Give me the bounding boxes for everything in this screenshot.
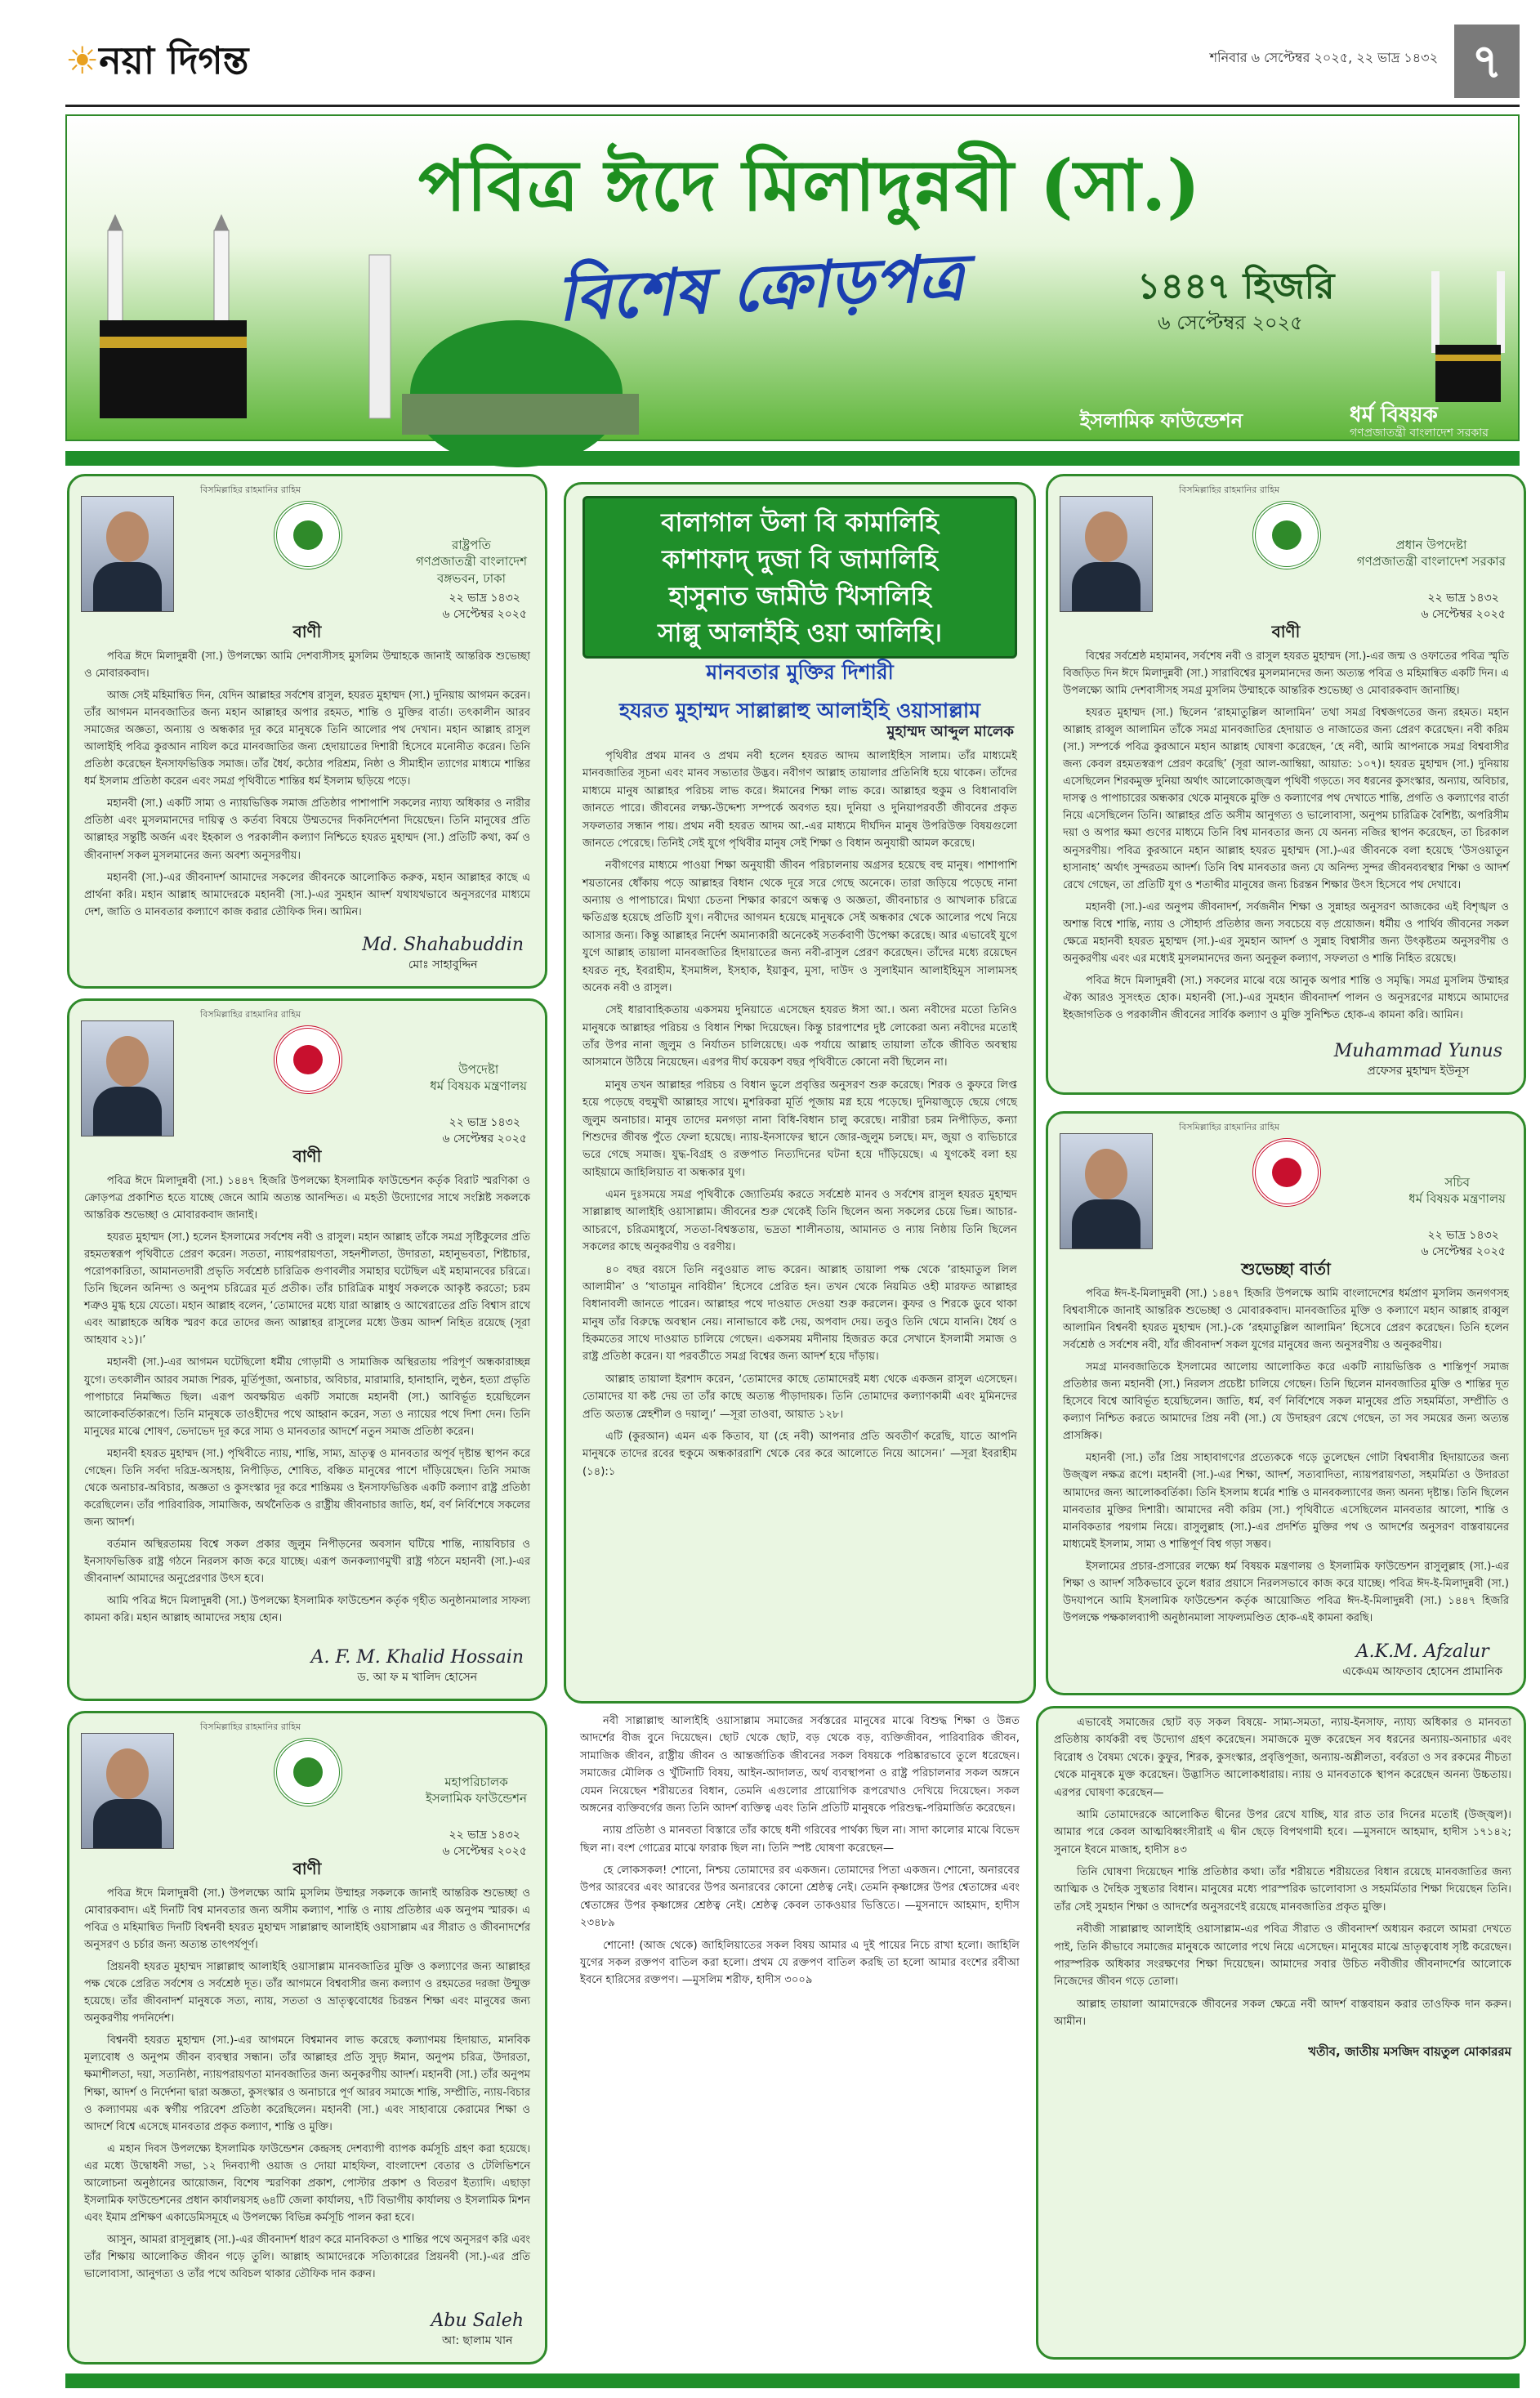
- chief-adviser-message-card: [1046, 474, 1526, 1095]
- center-article-card: [564, 482, 1036, 1704]
- islamic-foundation-seal-icon: [274, 1738, 342, 1806]
- banner-hijri-year: ১৪৪৭ হিজরি: [1137, 266, 1335, 307]
- bismillah: বিসমিল্লাহির রাহমানির রাহিম: [1179, 1122, 1280, 1132]
- message-body: পবিত্র ঈদে মিলাদুন্নবী (সা.) ১৪৪৭ হিজরি উপলক্ষ্যে ইসলামিক ফাউন্ডেশন কর্তৃক বিরাট স্মরণিকা ও ক্রোড়পত্র প্রকাশিত হতে যাচ্ছে জেনে আমি অত্যন্ত আনন্দিত। এ মহতী উদ্যোগের সাথে সংশ্লিষ্ট সকলকে আন্তরিক শুভেচ্ছা ও মোবারকবাদ জানাই। হযরত মুহাম্মদ (সা.) হলেন ইসলামের সর্বশেষ নবী ও রাসুল। মহান আল্লাহ তাঁকে সমগ্র সৃষ্টিকুলের প্রতি রহমতস্বরূপ পৃথিবীতে প্রেরণ করেন। সততা, ন্যায়পরায়ণতা, সহনশীলতা, উদারতা, মহানুভবতা, শিষ্টাচার, পরোপকারিতা, আমানতদারী প্রভৃতি সর্বশ্রেষ্ঠ চারিত্রিক গুণাবলীর সমাহার ঘটেছিল এই মহামানবের চরিত্রে। তিনি ছিলেন অনিন্দ্য ও অনুপম চরিত্রের মূর্ত প্রতীক। তাঁর চারিত্রিক মাধুর্য সকলকে আকৃষ্ট করতো; চরম শত্রুও মুগ্ধ হয়ে যেতো। মহান আল্লাহ বলেন, ‘তোমাদের মধ্যে যারা আল্লাহ ও আখেরাতের প্রতি বিশ্বাস রাখে এবং আল্লাহকে অধিক স্মরণ করে তাদের জন্য আল্লাহর রাসুলের মধ্যে উত্তম আদর্শ নিহিত রয়েছে (সূরা আহযাব ২১)।’ মহানবী (সা.)-এর আগমন ঘটেছিলো ধর্মীয় গোড়ামী ও সামাজিক অস্থিরতায় পরিপূর্ণ অন্ধকারাচ্ছন্ন যুগে। তৎকালীন আরব সমাজ শিরক, মূর্তিপূজা, অনাচার, অবিচার, মারামারি, হানাহানি, লুণ্ঠন, হত্যা প্রভৃতি পাপাচারে নিমজ্জিত ছিল। এরূপ অবক্ষয়িত একটি সমাজে মহানবী (সা.) আবির্ভূত হয়েছিলেন আলোকবর্তিকারূপে। তিনি মানুষকে তাওহীদের পথে আহ্বান করেন, সত্য ও ন্যায়ের পথে দিশা দেন। তিনি মানুষের মাঝে শোষণ, ভেদাভেদ দূর করে সাম্য ও মানবতার আদর্শে নতুন সমাজ প্রতিষ্ঠা করেন। মহানবী হযরত মুহাম্মদ (সা.) পৃথিবীতে ন্যায়, শান্তি, সাম্য, ভ্রাতৃত্ব ও মানবতার অপূর্ব দৃষ্টান্ত স্থাপন করে গেছেন। তিনি সর্বদা দরিদ্র-অসহায়, নিপীড়িত, শোষিত, বঞ্চিত মানুষের পাশে দাঁড়িয়েছেন। তিনি সমাজ থেকে অনাচার-অবিচার, অজ্ঞতা ও কুসংস্কার দূর করে শান্তিময় ও ইনসাফভিত্তিক একটি কল্যাণ রাষ্ট্র প্রতিষ্ঠা করেছিলেন। তাঁর পারিবারিক, সামাজিক, অর্থনৈতিক ও রাষ্ট্রীয় জীবনাচার জাতি, ধর্ম, বর্ণ নির্বিশেষে সকলের জন্য আদর্শ। বর্তমান অস্থিরতাময় বিশ্বে সকল প্রকার জুলুম নিপীড়নের অবসান ঘটিয়ে শান্তি, ন্যায়বিচার ও ইনসাফভিত্তিক রাষ্ট্র গঠনে নিরলস কাজ করে যাচ্ছে। এরূপ জনকল্যাণমুখী রাষ্ট্র গঠনে মহানবী (সা.)-এর জীবনাদর্শ আমাদের অনুপ্রেরণার উৎস হবে। আমি পবিত্র ঈদে মিলাদুন্নবী (সা.) উপলক্ষ্যে ইসলামিক ফাউন্ডেশন কর্তৃক গৃহীত অনুষ্ঠানমালার সাফল্য কামনা করি। মহান আল্লাহ আমাদের সহায় হোন।: [84, 1175, 530, 1625]
- office-label: প্রধান উপদেষ্টা গণপ্রজাতন্ত্রী বাংলাদেশ সরকার: [1356, 538, 1506, 569]
- message-dates: ২২ ভাদ্র ১৪৩২ ৬ সেপ্টেম্বর ২০২৫: [442, 1829, 527, 1858]
- message-title: শুভেচ্ছা বার্তা: [1241, 1259, 1331, 1279]
- kaaba-icon: [83, 214, 263, 426]
- green-band-bottom: [65, 2373, 1520, 2388]
- banner-org-ministry-sub: গণপ্রজাতন্ত্রী বাংলাদেশ সরকার: [1350, 426, 1489, 440]
- banner-org-islamic-foundation: ইসলামিক ফাউন্ডেশন: [1080, 409, 1243, 432]
- message-dates: ২২ ভাদ্র ১৪৩২ ৬ সেপ্টেম্বর ২০২৫: [1421, 1229, 1506, 1258]
- author-byline: খতীব, জাতীয় মসজিদ বায়তুল মোকাররম: [1308, 2044, 1511, 2060]
- dg-photo: [81, 1733, 174, 1849]
- banner-org-ministry: ধর্ম বিষয়ক: [1350, 403, 1438, 427]
- article-continuation-right: এভাবেই সমাজের ছোট বড় সকল বিষয়ে- সাম্য-সমতা, ন্যায়-ইনসাফ, ন্যায্য অধিকার ও মানবতা প্রতিষ্ঠায় কার্যকরী বহু উদ্যোগ গ্রহণ করেছেন। সমাজকে মুক্ত করেছেন সব ধরনের অন্যায়-অনাচার এবং বিরোধ ও বৈষম্য থেকে। কুফুর, শিরক, কুসংস্কার, প্রবৃত্তিপূজা, অন্যায়-অশ্লীলতা, বর্বরতা ও সব রকমের নীচতা থেকে মানুষকে মুক্ত করেছেন। উদ্ভাসিত আলোকধারায়। ন্যায় ও মানবতাকে স্থাপন করেছেন অনন্য উচ্চতায়। এরপর ঘোষণা করেছেন— আমি তোমাদেরকে আলোকিত দ্বীনের উপর রেখে যাচ্ছি, যার রাত তার দিনের মতোই (উজ্জ্বল)। আমার পরে কেবল আত্মবিধ্বংসীরাই এ দ্বীন ছেড়ে বিপথগামী হবে। —মুসনাদে আহমাদ, হাদীস ১৭১৪২; সুনানে ইবনে মাজাহ, হাদীস ৪৩ তিনি ঘোষণা দিয়েছেন শান্তি প্রতিষ্ঠার কথা। তাঁর শরীয়তে শরীয়তের বিধান রয়েছে মানবজাতির জন্য আত্মিক ও দৈহিক সুস্থতার বিধান। মানুষের মধ্যে পারস্পরিক ভালোবাসা ও সহমর্মিতার শিক্ষা দিয়েছেন তিনি। তাঁর সেই সুমহান শিক্ষা ও আদর্শের অনুসরণেই রয়েছে মানবজাতির প্রকৃত মুক্তি। নবীজী সাল্লাল্লাহু আলাইহি ওয়াসাল্লাম-এর পবিত্র সীরাত ও জীবনাদর্শ অধ্যয়ন করলে আমরা দেখতে পাই, তিনি কীভাবে সমাজের মানুষকে আলোর পথে নিয়ে এসেছেন। মানুষের মাঝে ভ্রাতৃত্ববোধ সৃষ্টি করেছেন। পারস্পরিক অধিকার সংরক্ষণের শিক্ষা দিয়েছেন। আমাদের সবার উচিত নবীজীর জীবনাদর্শের আলোকে নিজেদের জীবন গড়ে তোলা। আল্লাহ তায়ালা আমাদেরকে জীবনের সকল ক্ষেত্রে নবী আদর্শ বাস্তবায়ন করার তাওফিক দান করুন। আমীন। খতীব, জাতীয় মসজিদ বায়তুল মোকাররম: [1054, 1714, 1511, 2067]
- signature: Muhammad Yunus প্রফেসর মুহাম্মদ ইউনূস: [1333, 1041, 1502, 1078]
- office-label: মহাপরিচালক ইসলামিক ফাউন্ডেশন: [426, 1775, 527, 1806]
- bismillah: বিসমিল্লাহির রাহমানির রাহিম: [200, 1009, 301, 1020]
- secretary-message-card: [1046, 1111, 1526, 1695]
- message-body: পবিত্র ঈদে মিলাদুন্নবী (সা.) উপলক্ষ্যে আমি দেশবাসীসহ মুসলিম উম্মাহকে জানাই আন্তরিক শুভেচ্ছা ও মোবারকবাদ। আজ সেই মহিমান্বিত দিন, যেদিন আল্লাহর সর্বশেষ রাসুল, হযরত মুহাম্মদ (সা.) দুনিয়ায় আগমন করেন। তাঁর আগমন মানবজাতির জন্য মহান আল্লাহর অপার রহমত, শান্তি ও মুক্তির বার্তা। তৎকালীন আরব সমাজের অজ্ঞতা, অন্যায় ও অন্ধকার দূর করে মানুষকে তিনি আলোর পথ দেখান। মহান আল্লাহ রাসুল আলাইহি পবিত্র কুরআন নাযিল করে মানবজাতির জন্য হেদায়াতের দিশারী হিসেবে মনোনীত করেন। তিনি প্রতিষ্ঠা করেছেন ইনসাফভিত্তিক সমাজ। তাঁর ধৈর্য, কঠোর পরিশ্রম, নিষ্ঠা ও সীমাহীন ত্যাগের মাধ্যমে শান্তির ধর্ম ইসলাম প্রতিষ্ঠা করেন এবং সমগ্র পৃথিবীতে শান্তির ধর্ম ইসলাম ছড়িয়ে পড়ে। মহানবী (সা.) একটি সাম্য ও ন্যায়ভিত্তিক সমাজ প্রতিষ্ঠার পাশাপাশি সকলের ন্যায্য অধিকার ও নারীর প্রতিষ্ঠা এবং মুসলমানদের দায়িত্ব ও কর্তব্য বিষয়ে উম্মতদের দিকনির্দেশনা দিয়েছেন। তিনি মানুষের প্রতি আল্লাহর সন্তুষ্টি অর্জন এবং ইহকাল ও পরকালীন কল্যাণ নিশ্চিতে হযরত মুহাম্মদ (সা.) প্রতিটি কথা, কর্ম ও জীবনাদর্শ সকল মুসলমানের জন্য অবশ্য অনুসরণীয়। মহানবী (সা.)-এর জীবনাদর্শ আমাদের সকলের জীবনকে আলোকিত করুক, মহান আল্লাহর কাছে এ প্রার্থনা করি। মহান আল্লাহ আমাদেরকে মহানবী (সা.)-এর সুমহান আদর্শ যথাযথভাবে অনুসরণের মাধ্যমে দেশ, জাতি ও মানবতার কল্যাণে কাজ করার তৌফিক দিন। আমিন।: [84, 650, 530, 918]
- banner-date: ৬ সেপ্টেম্বর ২০২৫: [1158, 311, 1303, 334]
- logo-sun-icon: ☀: [65, 38, 100, 83]
- president-seal-icon: [274, 501, 342, 569]
- message-dates: ২২ ভাদ্র ১৪৩২ ৬ সেপ্টেম্বর ২০২৫: [1421, 592, 1506, 621]
- bismillah: বিসমিল্লাহির রাহমানির রাহিম: [200, 1721, 301, 1732]
- chief-adviser-seal-icon: [1252, 501, 1321, 569]
- message-title: বাণী: [292, 1146, 322, 1166]
- message-body: বিশ্বের সর্বশ্রেষ্ঠ মহামানব, সর্বশেষ নবী ও রাসুল হযরত মুহাম্মদ (সা.)-এর জন্ম ও ওফাতের পবিত্র স্মৃতি বিজড়িত দিন ঈদে মিলাদুন্নবী (সা.) সারাবিশ্বের মুসলমানদের জন্য অত্যন্ত পবিত্র ও মহিমান্বিত একটি দিন। এ উপলক্ষ্যে আমি দেশবাসীসহ সমগ্র মুসলিম উম্মাহকে আন্তরিক শুভেচ্ছা ও মোবারকবাদ জানাচ্ছি। হযরত মুহাম্মদ (সা.) ছিলেন ‘রাহমাতুল্লিল আলামিন’ তথা সমগ্র বিশ্বজগতের জন্য রহমত। মহান আল্লাহ রাব্বুল আলামিন তাঁকে সমগ্র মানবজাতির হেদায়াত ও নাজাতের জন্য প্রেরণ করেছেন। নবী করিম (সা.) সম্পর্কে পবিত্র কুরআনে মহান আল্লাহ ঘোষণা করেছেন, ‘হে নবী, আমি আপনাকে সমগ্র বিশ্ববাসীর জন্য কেবল রহমতস্বরূপ প্রেরণ করেছি’ (সূরা আল-আম্বিয়া, আয়াত: ১০৭)। হযরত মুহাম্মদ (সা.) দুনিয়ায় এসেছিলেন শিরকমুক্ত দুনিয়া অর্থাৎ আলোকোজ্জ্বল পৃথিবী গড়তে। সব ধরনের কুসংস্কার, অন্যায়, অবিচার, দাসত্ব ও পাপাচারের অন্ধকার থেকে মানুষকে মুক্তি ও কল্যাণের পথ দেখাতে শান্তি, প্রগতি ও কল্যাণের বার্তা নিয়ে এসেছিলেন তিনি। আল্লাহর প্রতি অসীম আনুগত্য ও ভালোবাসা, অনুপম চারিত্রিক বৈশিষ্ট্য, অপরিসীম দয়া ও অপার ক্ষমা গুণের মাধ্যমে তিনি বিশ্ব মানবতার জন্য যে অনন্য নজির স্থাপন করেছেন, তা চিরকাল অনুসরণীয়। পবিত্র কুরআনে মহান আল্লাহ হযরত মুহাম্মদ (সা.)-এর জীবনকে বলা হয়েছে ‘উসওয়াতুন হাসানাহ’ অর্থাৎ সুন্দরতম আদর্শ। তিনি বিশ্ব মানবতার জন্য যে অনিন্দ্য সুন্দর জীবনব্যবস্থার শিক্ষা ও আদর্শ রেখে গেছেন, তা প্রতিটি যুগ ও শতাব্দীর মানুষের জন্য চিরন্তন শিক্ষার উৎস হিসেবে পথ দেখাবে। মহানবী (সা.)-এর অনুপম জীবনাদর্শ, সর্বজনীন শিক্ষা ও সুন্নাহর অনুসরণ আজকের এই বিশৃঙ্খল ও অশান্ত বিশ্বে শান্তি, ন্যায় ও সৌহার্দ্য প্রতিষ্ঠার জন্য সবচেয়ে বড় প্রয়োজন। ধর্মীয় ও পার্থিব জীবনের সকল ক্ষেত্রে মহানবী হযরত মুহাম্মদ (সা.)-এর সুমহান আদর্শ ও সুন্নাহ বিশ্বাসীর জন্য উৎকৃষ্টতম অনুসরণীয় ও অনুকরণীয় এবং এর মধ্যেই মুসলমানদের জন্য অনুকূল কল্যাণ, সফলতা ও শান্তি নিহিত রয়েছে। পবিত্র ঈদে মিলাদুন্নবী (সা.) সকলের মাঝে বয়ে আনুক অপার শান্তি ও সমৃদ্ধি। সমগ্র মুসলিম উম্মাহর ঐক্য আরও সুসংহত হোক। মহানবী (সা.)-এর সুমহান জীবনাদর্শ পালন ও অনুসরণের মাধ্যমে আমাদের ইহজাগতিক ও পরকালীন জীবনের সার্বিক কল্যাণ ও মুক্তি সুনিশ্চিত হোক-এ কামনা করি। আমিন।: [1063, 650, 1509, 1021]
- green-band-top: [65, 451, 1520, 466]
- office-label: রাষ্ট্রপতি গণপ্রজাতন্ত্রী বাংলাদেশ বঙ্গভবন, ঢাকা: [415, 538, 527, 586]
- message-title: বাণী: [292, 1859, 322, 1878]
- article-author: মুহাম্মদ আব্দুল মালেক: [886, 723, 1014, 740]
- message-dates: ২২ ভাদ্র ১৪৩২ ৬ সেপ্টেম্বর ২০২৫: [442, 592, 527, 621]
- government-seal-icon: [274, 1025, 342, 1094]
- article-continuation-center: নবী সাল্লাল্লাহু আলাইহি ওয়াসাল্লাম সমাজের সর্বস্তরের মানুষের মাঝে বিশুদ্ধ শিক্ষা ও উন্নত আদর্শের বীজ বুনে দিয়েছেন। ছোট থেকে ছোট, বড় থেকে বড়, ব্যক্তিজীবন, পারিবারিক জীবন, সামাজিক জীবন, রাষ্ট্রীয় জীবন ও আন্তর্জাতিক জীবনের সকল বিষয়কে পরিষ্কারভাবে তুলে ধরেছেন। সমাজের মৌলিক ও খুঁটিনাটি বিষয়, আইন-আদালত, অর্থ ব্যবস্থাপনা ও রাষ্ট্র পরিচালনার সকল অঙ্গনে যেমন নিয়েছেন শরীয়তের বিধান, তেমনি এগুলোর প্রায়োগিক রূপরেখাও দেখিয়ে দিয়েছেন। সকল অঙ্গনের ব্যক্তিবর্গের জন্য তিনি আদর্শ ব্যক্তিত্ব এবং তিনি প্রতিটি মানুষকে পরিশুদ্ধ-পরিমার্জিত করেছেন। ন্যায় প্রতিষ্ঠা ও মানবতা বিস্তারে তাঁর কাছে ধনী গরিবের পার্থক্য ছিল না। সাদা কালোর মাঝে বিভেদ ছিল না। বংশ গোত্রের মাঝে ফারাক ছিল না। তিনি স্পষ্ট ঘোষণা করেছেন— হে লোকসকল! শোনো, নিশ্চয় তোমাদের রব একজন। তোমাদের পিতা একজন। শোনো, অনারবের উপর আরবের এবং আরবের উপর অনারবের কোনো শ্রেষ্ঠত্ব নেই। তেমনি কৃষ্ণাঙ্গের উপর শ্বেতাঙ্গের এবং শ্বেতাঙ্গের উপর কৃষ্ণাঙ্গের শ্রেষ্ঠত্ব নেই। শ্রেষ্ঠত্ব কেবল তাকওয়ার ভিত্তিতে। —মুসনাদে আহমাদ, হাদীস ২৩৪৮৯ শোনো! (আজ থেকে) জাহিলিয়াতের সকল বিষয় আমার এ দুই পায়ের নিচে রাখা হলো। জাহিলি যুগের সকল রক্তপণ বাতিল করা হলো। প্রথম যে রক্তপণ বাতিল করছি তা হলো আমার বংশের রবীআ ইবনে হারিসের রক্তপণ। —মুসলিম শরীফ, হাদীস ৩০০৯: [580, 1715, 1020, 1987]
- message-title: বাণী: [292, 622, 322, 641]
- secretary-photo: [1060, 1133, 1153, 1249]
- message-body: পবিত্র ঈদে মিলাদুন্নবী (সা.) উপলক্ষ্যে আমি মুসলিম উম্মাহর সকলকে জানাই আন্তরিক শুভেচ্ছা ও মোবারকবাদ। এই দিনটি বিশ্ব মানবতার জন্য অসীম কল্যাণ, শান্তি ও ন্যায় প্রতিষ্ঠার এক অনুপম স্মারক। এ পবিত্র ও মহিমান্বিত দিনটি বিশ্বনবী হযরত মুহাম্মদ সাল্লাল্লাহু আলাইহি ওয়াসাল্লাম এর সীরাত ও জীবনাদর্শের অনুসরণ ও চর্চার জন্য অত্যন্ত তাৎপর্যপূর্ণ। প্রিয়নবী হযরত মুহাম্মদ সাল্লাল্লাহু আলাইহি ওয়াসাল্লাম মানবজাতির মুক্তি ও কল্যাণের জন্য আল্লাহর পক্ষ থেকে প্রেরিত সর্বশেষ ও সর্বশ্রেষ্ঠ দূত। তাঁর আগমনে বিশ্ববাসীর জন্য কল্যাণ ও রহমতের দরজা উন্মুক্ত হয়েছে। তাঁর জীবনাদর্শ মানুষকে সত্য, ন্যায়, সততা ও ভ্রাতৃত্ববোধের চিরন্তন শিক্ষা এবং মানুষের জন্য অনুকরণীয় পদনির্দেশ। বিশ্বনবী হযরত মুহাম্মদ (সা.)-এর আগমনে বিশ্বমানব লাভ করেছে কল্যাণময় হিদায়াত, মানবিক মূল্যবোধ ও অনুপম জীবন ব্যবস্থার সন্ধান। তাঁর আল্লাহর প্রতি সুদৃঢ় ঈমান, অনুপম চরিত্র, উদারতা, ক্ষমাশীলতা, দয়া, সত্যনিষ্ঠা, ন্যায়পরায়ণতা মানবজাতির জন্য অনুকরণীয় আদর্শ। মহানবী (সা.) তাঁর অনুপম শিক্ষা, আদর্শ ও নির্দেশনা দ্বারা অজ্ঞতা, কুসংস্কার ও অনাচারে পূর্ণ আরব সমাজে শান্তি, সম্প্রীতি, ন্যায়-বিচার ও কল্যাণময় এক স্বর্গীয় পরিবেশ প্রতিষ্ঠা করেছিলেন। মহানবী (সা.) এবং সাহাবায়ে কেরামের শিক্ষা ও আদর্শে বিশ্বে এসেছে মানবতার প্রকৃত কল্যাণ, শান্তি ও মুক্তি। এ মহান দিবস উপলক্ষ্যে ইসলামিক ফাউন্ডেশন কেন্দ্রসহ দেশব্যাপী ব্যাপক কর্মসূচি গ্রহণ করা হয়েছে। এর মধ্যে উদ্বোধনী সভা, ১২ দিনব্যাপী ওয়াজ ও দোয়া মাহফিল, বাংলাদেশ বেতার ও টেলিভিশনে আলোচনা অনুষ্ঠানের আয়োজন, বিশেষ স্মরণিকা প্রকাশ, পোস্টার প্রকাশ ও বিতরণ ইত্যাদি। এছাড়া ইসলামিক ফাউন্ডেশনের প্রধান কার্যালয়সহ ৬৪টি জেলা কার্যালয়, ৭টি বিভাগীয় কার্যালয় ও ইসলামিক মিশন এবং ইমাম প্রশিক্ষণ একাডেমিসমূহে এ উপলক্ষ্যে বিভিন্ন কর্মসূচি পালন করা হবে। আসুন, আমরা রাসূলুল্লাহ (সা.)-এর জীবনাদর্শ ধারণ করে মানবিকতা ও শান্তির পথে অনুসরণ করি এবং তাঁর শিক্ষায় আলোকিত জীবন গড়ে তুলি। আল্লাহ আমাদেরকে সত্যিকারের প্রিয়নবী (সা.)-এর প্রতি ভালোবাসা, আনুগত্য ও তাঁর পথে অবিচল থাকার তৌফিক দান করুন।: [84, 1887, 530, 2280]
- president-message-card: [67, 474, 547, 989]
- chief-adviser-photo: [1060, 496, 1153, 612]
- government-seal-icon: [1252, 1138, 1321, 1207]
- message-title: বাণী: [1271, 622, 1301, 641]
- signature: A.K.M. Afzalur একেএম আফতাব হোসেন প্রামানিক: [1342, 1641, 1502, 1678]
- article-body: পৃথিবীর প্রথম মানব ও প্রথম নবী হলেন হযরত আদম আলাইহিস সালাম। তাঁর মাধ্যমেই মানবজাতির সূচনা এবং মানব সভ্যতার উদ্ভব। নবীগণ আল্লাহ তায়ালার প্রতিনিধি হয়ে থাকেন। তাঁদের মাধ্যমে মানুষ আল্লাহর পরিচয় লাভ করে। ঈমানের শিক্ষা লাভ করে। আল্লাহর হুকুম ও বিধানাবলি জানতে পারে। জীবনের লক্ষ্য-উদ্দেশ্য সম্পর্কে অবগত হয়। দুনিয়া ও দুনিয়াপরবর্তী জীবনের প্রকৃত সফলতার সন্ধান পায়। প্রথম নবী হযরত আদম আ.-এর মাধ্যমে দীর্ঘদিন মানুষ উপরিউক্ত বিষয়গুলো জানতে পেরেছে। তিনিই সেই যুগে পৃথিবীর মানুষ সেই শিক্ষা ও বিধান অনুযায়ী আমল করেছে। নবীগণের মাধ্যমে পাওয়া শিক্ষা অনুযায়ী জীবন পরিচালনায় অগ্রসর হয়েছে বহু মানুষ। পাশাপাশি শয়তানের ধোঁকায় পড়ে আল্লাহর বিধান থেকে দূরে সরে গেছে অনেকে। তারা জড়িয়ে পড়েছে নানা অন্যায় ও পাপাচারে। মিথ্যা চেতনা শিক্ষার কারণে অন্ধত্ব ও অজ্ঞতা, জীবনাচার ও আখলাক চরিত্রে ক্ষতিগ্রস্ত হয়েছে প্রতিটি যুগ। নবীদের আগমন হয়েছে মানুষকে সেই অন্ধকার থেকে আলোর পথে নিয়ে আসার জন্য। কিন্তু আল্লাহর নির্দেশ অমান্যকারী অনেকেই সতর্কবাণী উপেক্ষা করেছে। আর এভাবেই যুগে যুগে আল্লাহ তায়ালা মানবজাতির হিদায়াতের জন্য নবী-রাসুল প্রেরণ করেছেন। তাঁদের মধ্যে রয়েছেন হযরত নূহ, ইবরাহীম, ইসমাঈল, ইসহাক, ইয়াকুব, মুসা, দাউদ ও সুলাইমান আলাইহিমুস সালামসহ অনেক নবী ও রাসুল। সেই ধারাবাহিকতায় একসময় দুনিয়াতে এসেছেন হযরত ঈসা আ.। অন্য নবীদের মতো তিনিও মানুষকে আল্লাহর পরিচয় ও বিধান শিক্ষা দিয়েছেন। কিন্তু চারপাশের দুষ্ট লোকেরা অন্য নবীদের মতোই তাঁর উপর নানা জুলুম ও নির্যাতন চালিয়েছে। এক পর্যায়ে আল্লাহ তায়ালা তাঁকে জীবিত অবস্থায় আসমানে উঠিয়ে নিয়েছেন। এরপর দীর্ঘ কয়েকশ বছর পৃথিবীতে কোনো নবী ছিলেন না। মানুষ তখন আল্লাহর পরিচয় ও বিধান ভুলে প্রবৃত্তির অনুসরণ শুরু করেছে। শিরক ও কুফরে লিপ্ত হয়ে পড়েছে বহুমুখী আল্লাহর সাথে। মুশরিকরা মূর্তি পূজায় মগ্ন হয়ে পড়েছে। দুনিয়াজুড়ে ছেয়ে গেছে জুলুম অনাচার। মানুষ তাদের মনগড়া নানা বিধি-বিধান চালু করেছে। নারীরা চরম নিপীড়িত, কন্যা শিশুদের জীবন্ত পুঁতে ফেলা হয়েছে। ন্যায়-ইনসাফের স্থানে জোর-জুলুম চলছে। মদ, জুয়া ও ব্যভিচারে ভরে গেছে সমাজ। যুদ্ধ-বিগ্রহ ও রক্তপাত নিত্যদিনের ঘটনা হয়ে দাঁড়িয়েছে। এ যুগকেই বলা হয় আইয়ামে জাহিলিয়াত বা অন্ধকার যুগ। এমন দুঃসময়ে সমগ্র পৃথিবীকে জ্যোতির্ময় করতে সর্বশ্রেষ্ঠ মানব ও সর্বশেষ রাসুল হযরত মুহাম্মদ সাল্লাল্লাহু আলাইহি ওয়াসাল্লাম। জীবনের শুরু থেকেই তিনি ছিলেন অন্য সকলের চেয়ে ভিন্ন। আচার-আচরণে, চরিত্রমাধুর্যে, সততা-বিশ্বস্ততায়, ভদ্রতা শালীনতায়, আমানত ও ন্যায় নিষ্ঠায় তিনি ছিলেন সকলের কাছে অনুকরণীয় ও বরণীয়। ৪০ বছর বয়সে তিনি নবুওয়াত লাভ করেন। আল্লাহ তায়ালা পক্ষ থেকে ‘রাহমাতুল লিল আলামীন’ ও ‘খাতামুন নাবিয়ীন’ হিসেবে প্রেরিত হন। তখন থেকে নিয়মিত ওহী মারফত আল্লাহর বিধানাবলী জানতে পারেন। আল্লাহর পথে দাওয়াত দেওয়া শুরু করলেন। কুফর ও শিরকে ডুবে থাকা মানুষ তাঁর বিরুদ্ধে অবস্থান নেয়। নানাভাবে কষ্ট দেয়, অপবাদ দেয়। তবুও তিনি থেমে যাননি। ধৈর্য ও হিকমতের সাথে দাওয়াত চালিয়ে গেছেন। একসময় মদীনায় হিজরত করে সেখানে ইসলামী সমাজ ও রাষ্ট্র প্রতিষ্ঠা করেন। যা পরবর্তীতে সমগ্র বিশ্বের জন্য আদর্শ হয়ে দাঁড়ায়। আল্লাহ তায়ালা ইরশাদ করেন, ‘তোমাদের কাছে তোমাদেরই মধ্য থেকে একজন রাসুল এসেছেন। তোমাদের যা কষ্ট দেয় তা তাঁর কাছে অত্যন্ত পীড়াদায়ক। তিনি তোমাদের কল্যাণকামী এবং মুমিনদের প্রতি অত্যন্ত স্নেহশীল ও দয়ালু।’ —সূরা তাওবা, আয়াত ১২৮। এটি (কুরআন) এমন এক কিতাব, যা (হে নবী) আপনার প্রতি অবতীর্ণ করেছি, যাতে আপনি মানুষকে তাদের রবের হুকুমে অন্ধকাররাশি থেকে বের করে আলোতে নিয়ে আসেন।’ —সূরা ইবরাহীম (১৪):১: [583, 750, 1018, 1478]
- salawat-box: বালাগাল উলা বি কামালিহি কাশাফাদ্‌ দুজা বি জামালিহি হাসুনাত জামীউ খিসালিহি সাল্লু আলাইহি ওয়া আলিহি।: [583, 496, 1017, 659]
- signature: A. F. M. Khalid Hossain ড. আ ফ ম খালিদ হোসেন: [310, 1647, 524, 1684]
- office-label: সচিব ধর্ম বিষয়ক মন্ত্রণালয়: [1408, 1175, 1506, 1207]
- banner-subtitle: বিশেষ ক্রোড়পত্র: [555, 240, 966, 336]
- bismillah: বিসমিল্লাহির রাহমানির রাহিম: [200, 485, 301, 495]
- message-body: পবিত্র ঈদ-ই-মিলাদুন্নবী (সা.) ১৪৪৭ হিজরি উপলক্ষে আমি বাংলাদেশের ধর্মপ্রাণ মুসলিম জনগণসহ বিশ্ববাসীকে জানাই আন্তরিক শুভেচ্ছা ও মোবারকবাদ। মানবজাতির মুক্তি ও কল্যাণে মহান আল্লাহ রাব্বুল আলামিন বিশ্বনবী হযরত মুহাম্মদ (সা.)-কে ‘রহমাতুল্লিল আলামিন’ হিসেবে প্রেরণ করেছেন। তিনি হলেন সর্বশ্রেষ্ঠ ও সর্বশেষ নবী, যাঁর জীবনাদর্শ সকল যুগের মানুষের জন্য অনুসরণীয় ও অনুকরণীয়। সমগ্র মানবজাতিকে ইসলামের আলোয় আলোকিত করে একটি ন্যায়ভিত্তিক ও শান্তিপূর্ণ সমাজ প্রতিষ্ঠার জন্য মহানবী (সা.) নিরলস প্রচেষ্টা চালিয়ে গেছেন। তিনি ছিলেন মানবজাতির মুক্তি ও শান্তির দূত হিসেবে বিশ্বে আবির্ভূত হয়েছিলেন। জাতি, ধর্ম, বর্ণ নির্বিশেষে সকল মানুষের প্রতি সহমর্মিতা, সম্প্রীতি ও কল্যাণ নিশ্চিত করতে আমাদের প্রিয় নবী (সা.) যে উদাহরণ রেখে গেছেন, তা সব সময়ের জন্য অত্যন্ত প্রাসঙ্গিক। মহানবী (সা.) তাঁর প্রিয় সাহাবাগণের প্রত্যেককে গড়ে তুলেছেন গোটা বিশ্ববাসীর হিদায়াতের জন্য উজ্জ্বল নক্ষত্র রূপে। মহানবী (সা.)-এর শিক্ষা, আদর্শ, সত্যবাদিতা, ন্যায়পরায়ণতা, সহমর্মিতা ও উদারতা আমাদের জন্য আলোকবর্তিকা। তিনি ইসলাম ধর্মের শান্তি ও মানবকল্যাণের জন্য অনন্য দৃষ্টান্ত। তিনি ছিলেন মানবতার মুক্তির দিশারী। আমাদের নবী করিম (সা.) পৃথিবীতে এসেছিলেন মানবতার আলো, শান্তি ও মানবিকতার পয়গাম নিয়ে। রাসুলুল্লাহ (সা.)-এর প্রদর্শিত মুক্তির পথ ও আদর্শের অনুসরণ বাস্তবায়নের মাধ্যমেই ইসলাম, সাম্য ও শান্তিপূর্ণ বিশ্ব গড়া সম্ভব। ইসলামের প্রচার-প্রসারের লক্ষ্যে ধর্ম বিষয়ক মন্ত্রণালয় ও ইসলামিক ফাউন্ডেশন রাসুলুল্লাহ (সা.)-এর শিক্ষা ও আদর্শ সঠিকভাবে তুলে ধরার প্রয়াসে নিরলসভাবে কাজ করে যাচ্ছে। পবিত্র ঈদ-ই-মিলাদুন্নবী (সা.) উদযাপনে আমি ইসলামিক ফাউন্ডেশন কর্তৃক আয়োজিত পবিত্র ঈদ-ই-মিলাদুন্নবী (সা.) ১৪৪৭ হিজরি উপলক্ষে পক্ষকালব্যাপী অনুষ্ঠানমালা সাফল্যমণ্ডিত হোক-এই কামনা করছি।: [1063, 1288, 1509, 1624]
- office-label: উপদেষ্টা ধর্ম বিষয়ক মন্ত্রণালয়: [430, 1062, 527, 1094]
- supplement-banner: [65, 114, 1520, 441]
- president-photo: [81, 496, 174, 612]
- message-dates: ২২ ভাদ্র ১৪৩২ ৬ সেপ্টেম্বর ২০২৫: [442, 1116, 527, 1145]
- kaaba-small-icon: [1423, 263, 1513, 410]
- bismillah: বিসমিল্লাহির রাহমানির রাহিম: [1179, 485, 1280, 495]
- dg-message-card: [67, 1711, 547, 2365]
- banner-title: পবিত্র ঈদে মিলাদুন্নবী (সা.): [418, 145, 1201, 227]
- page-number: ৭: [1454, 25, 1520, 98]
- header-divider: [65, 105, 1520, 107]
- adviser-photo: [81, 1020, 174, 1136]
- dateline: শনিবার ৬ সেপ্টেম্বর ২০২৫, ২২ ভাদ্র ১৪৩২: [1209, 50, 1438, 65]
- masthead: [65, 25, 1520, 98]
- newspaper-logo: ☀নয়া দিগন্ত: [65, 38, 249, 83]
- signature: Abu Saleh আ: ছালাম খান: [431, 2311, 524, 2347]
- article-title: মানবতার মুক্তির দিশারী হযরত মুহাম্মদ সাল্লাল্লাহু আলাইহি ওয়াসাল্লাম: [619, 660, 980, 722]
- signature: Md. Shahabuddin মোঃ সাহাবুদ্দিন: [362, 935, 524, 971]
- adviser-message-card: [67, 998, 547, 1701]
